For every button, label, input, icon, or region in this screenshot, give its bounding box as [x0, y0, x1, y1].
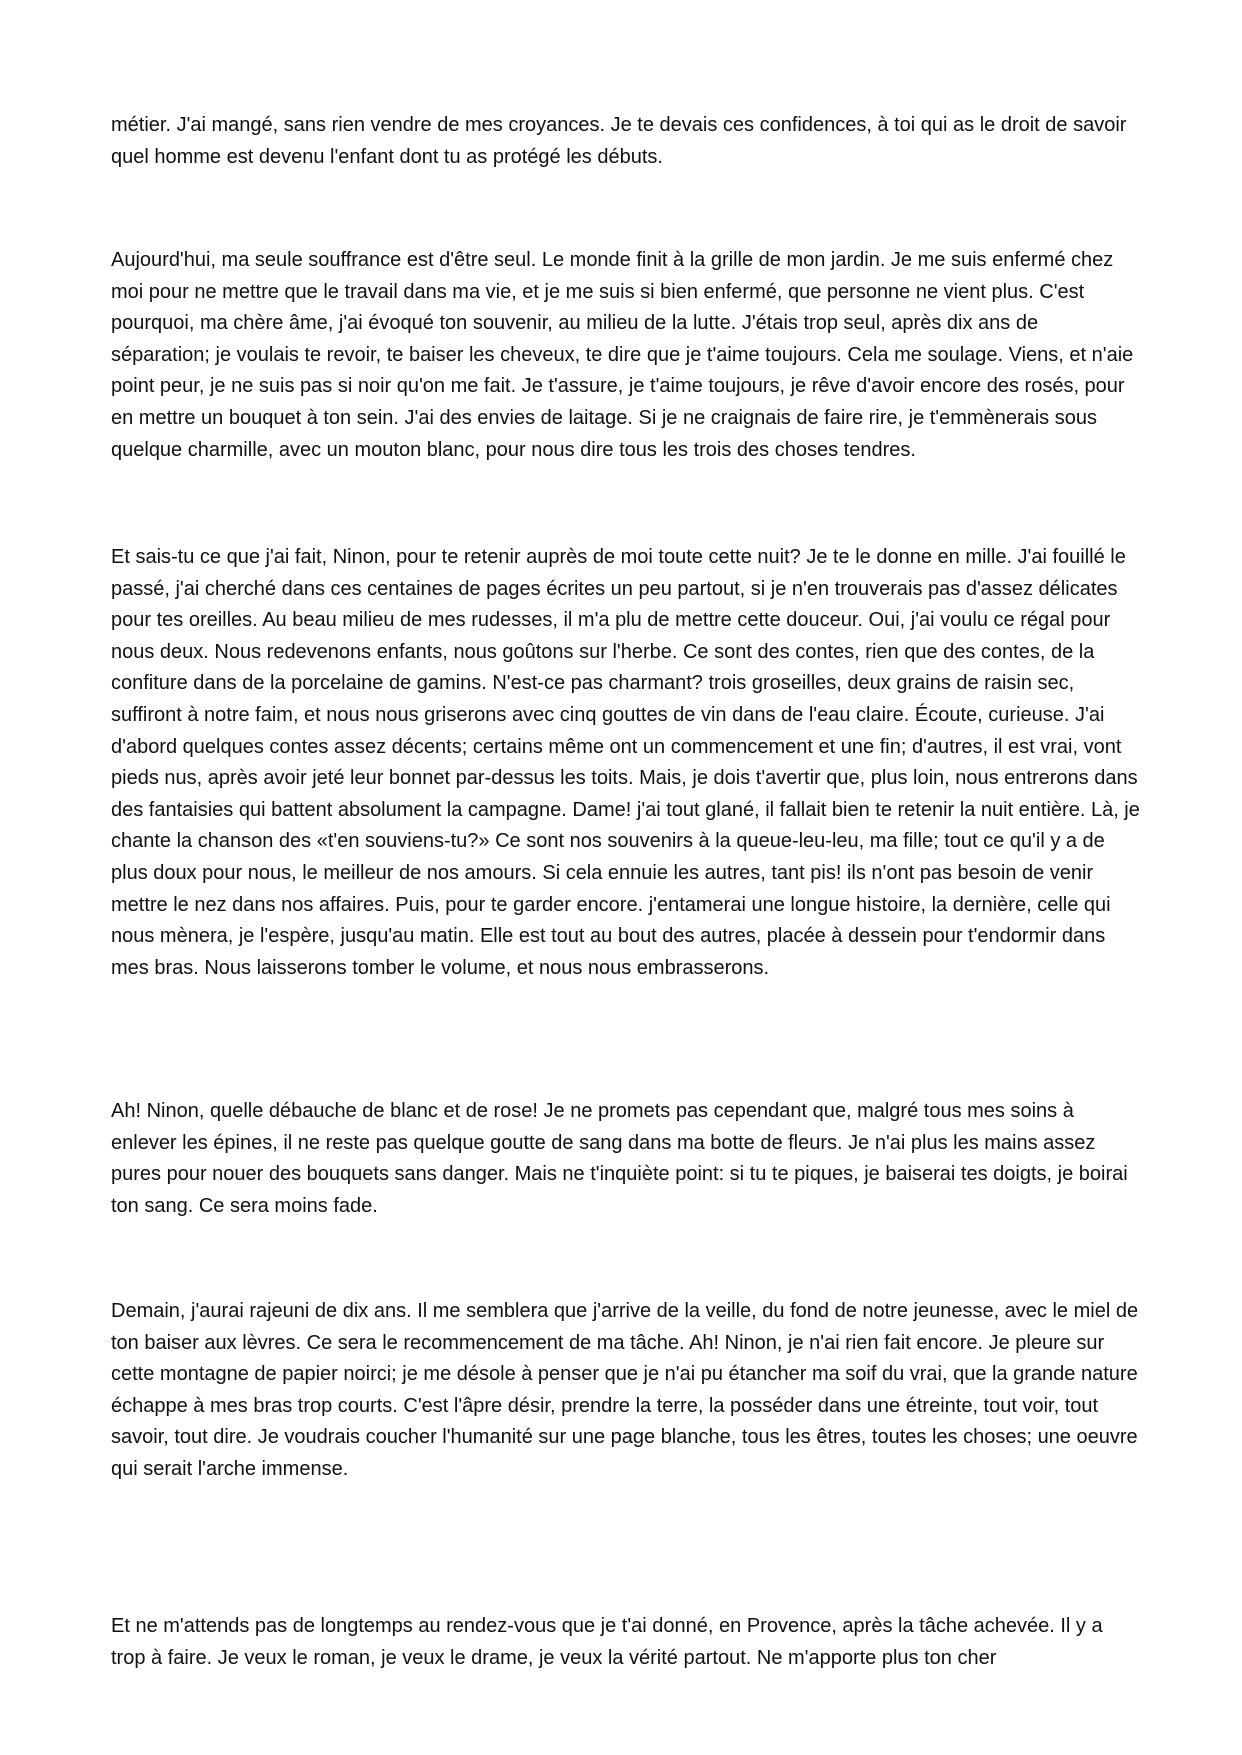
paragraph-2: Aujourd'hui, ma seule souffrance est d'être seul. Le monde finit à la grille de mon jardin. Je me suis enfermé chez moi pour ne mettre que le travail dans ma vie, et je me suis si bien enfermé, que personne ne vient plus. C'est pourquoi, ma chère âme, j'ai évoqué ton souvenir, au milieu de la lutte. J'étais trop seul, après dix ans de séparation; je voulais te revoir, te baiser les cheveux, te dire que je t'aime toujours. Cela me soulage. Viens, et n'aie point peur, je ne suis pas si noir qu'on me fait. Je t'assure, je t'aime toujours, je rêve d'avoir encore des rosés, pour en mettre un bouquet à ton sein. J'ai des envies de laitage. Si je ne craignais de faire rire, je t'emmènerais sous quelque charmille, avec un mouton blanc, pour nous dire tous les trois des choses tendres.: [111, 249, 1134, 461]
paragraph-6: Et ne m'attends pas de longtemps au rendez-vous que je t'ai donné, en Provence, après la tâche achevée. Il y a trop à faire. Je veux le roman, je veux le drame, je veux la vérité partout. Ne m'apporte plus ton cher: [111, 1615, 1103, 1669]
paragraph-1: métier. J'ai mangé, sans rien vendre de mes croyances. Je te devais ces confidences, à toi qui as le droit de savoir quel homme est devenu l'enfant dont tu as protégé les débuts.: [111, 114, 1127, 168]
paragraph-4: Ah! Ninon, quelle débauche de blanc et de rose! Je ne promets pas cependant que, malgré tous mes soins à enlever les épines, il ne reste pas quelque goutte de sang dans ma botte de fleurs. Je n'ai plus les mains assez pures pour nouer des bouquets sans danger. Mais ne t'inquiète point: si tu te piques, je baiserai tes doigts, je boirai ton sang. Ce sera moins fade.: [111, 1100, 1128, 1217]
paragraph-3: Et sais-tu ce que j'ai fait, Ninon, pour te retenir auprès de moi toute cette nuit? Je te le donne en mille. J'ai fouillé le passé, j'ai cherché dans ces centaines de pages écrites un peu partout, si je n'en trouverais pas d'assez délicates pour tes oreilles. Au beau milieu de mes rudesses, il m'a plu de mettre cette douceur. Oui, j'ai voulu ce régal pour nous deux. Nous redevenons enfants, nous goûtons sur l'herbe. Ce sont des contes, rien que des contes, de la confiture dans de la porcelaine de gamins. N'est-ce pas charmant? trois groseilles, deux grains de raisin sec, suffiront à notre faim, et nous nous griserons avec cinq gouttes de vin dans de l'eau claire. Écoute, curieuse. J'ai d'abord quelques contes assez décents; certains même ont un commencement et une fin; d'autres, il est vrai, vont pieds nus, après avoir jeté leur bonnet par-dessus les toits. Mais, je dois t'avertir que, plus loin, nous entrerons dans des fantaisies qui battent absolument la campagne. Dame! j'ai tout glané, il fallait bien te retenir la nuit entière. Là, je chante la chanson des «t'en souviens-tu?» Ce sont nos souvenirs à la queue-leu-leu, ma fille; tout ce qu'il y a de plus doux pour nous, le meilleur de nos amours. Si cela ennuie les autres, tant pis! ils n'ont pas besoin de venir mettre le nez dans nos affaires. Puis, pour te garder encore. j'entamerai une longue histoire, la dernière, celle qui nous mènera, je l'espère, jusqu'au matin. Elle est tout au bout des autres, placée à dessein pour t'endormir dans mes bras. Nous laisserons tomber le volume, et nous nous embrasserons.: [111, 546, 1140, 979]
paragraph-5: Demain, j'aurai rajeuni de dix ans. Il me semblera que j'arrive de la veille, du fond de notre jeunesse, avec le miel de ton baiser aux lèvres. Ce sera le recommencement de ma tâche. Ah! Ninon, je n'ai rien fait encore. Je pleure sur cette montagne de papier noirci; je me désole à penser que je n'ai pu étancher ma soif du vrai, que la grande nature échappe à mes bras trop courts. C'est l'âpre désir, prendre la terre, la posséder dans une étreinte, tout voir, tout savoir, tout dire. Je voudrais coucher l'humanité sur une page blanche, tous les êtres, toutes les choses; une oeuvre qui serait l'arche immense.: [111, 1300, 1139, 1480]
